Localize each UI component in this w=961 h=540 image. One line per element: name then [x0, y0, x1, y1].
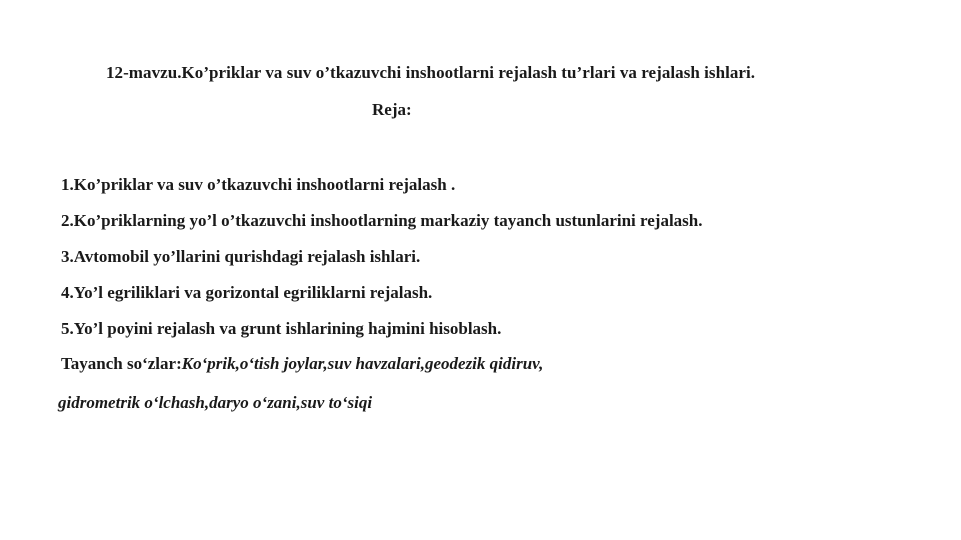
plan-list — [61, 173, 703, 353]
keywords-line-1 — [61, 352, 543, 376]
plan-item-3: 3.Avtomobil yo’llarini qurishdagi rejalash ishlari. — [61, 247, 421, 266]
plan-item-1: 1.Ko’priklar va suv o’tkazuvchi inshootlarni rejalash . — [61, 175, 456, 194]
slide-title: 12-mavzu.Ko’priklar va suv o’tkazuvchi inshootlarni rejalash tu’rlari va rejalash ishlari. — [106, 63, 756, 82]
keywords-text-1: Ko‘prik,o‘tish joylar,suv havzalari,geodezik qidiruv, — [181, 354, 544, 373]
plan-item-2: 2.Ko’priklarning yo’l o’tkazuvchi inshootlarning markaziy tayanch ustunlarini rejalash. — [61, 211, 703, 230]
keywords-line-2: gidrometrik o‘lchash,daryo o‘zani,suv to‘siqi — [58, 393, 373, 412]
keywords-label: Tayanch so‘zlar: — [61, 354, 182, 373]
plan-item-4: 4.Yo’l egriliklari va gorizontal egriliklarni rejalash. — [61, 283, 433, 302]
slide-subtitle: Reja: — [372, 100, 412, 119]
plan-item-5: 5.Yo’l poyini rejalash va grunt ishlarining hajmini hisoblash. — [61, 319, 502, 338]
